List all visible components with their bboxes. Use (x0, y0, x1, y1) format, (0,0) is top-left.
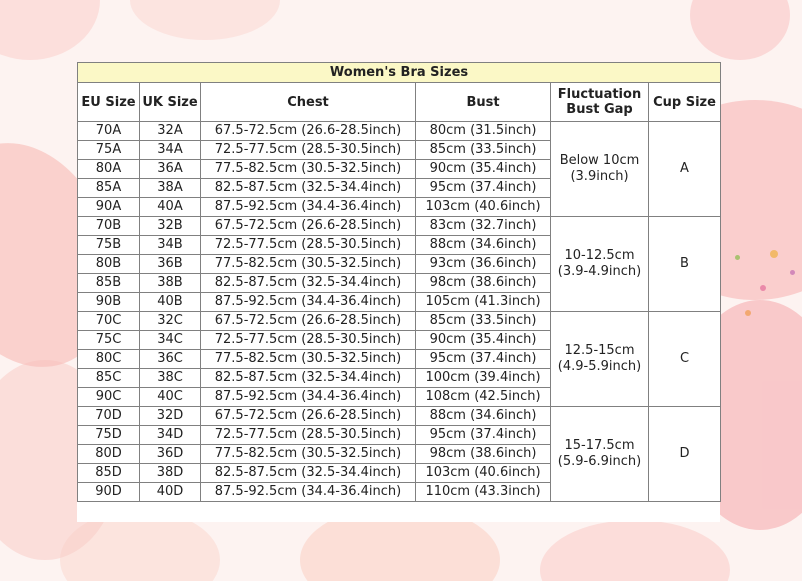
chest-cell: 87.5-92.5cm (34.4-36.4inch) (201, 198, 416, 217)
table-row (78, 312, 721, 331)
eu-size-cell: 70B (78, 217, 140, 236)
eu-size-cell: 90D (78, 483, 140, 502)
chest-cell: 72.5-77.5cm (28.5-30.5inch) (201, 141, 416, 160)
uk-size-cell: 38C (140, 369, 201, 388)
eu-size-cell: 90A (78, 198, 140, 217)
bust-cell: 105cm (41.3inch) (416, 293, 551, 312)
uk-size-cell: 34A (140, 141, 201, 160)
bust-cell: 95cm (37.4inch) (416, 426, 551, 445)
bust-cell: 95cm (37.4inch) (416, 350, 551, 369)
eu-size-cell: 90B (78, 293, 140, 312)
chest-cell: 82.5-87.5cm (32.5-34.4inch) (201, 369, 416, 388)
bust-cell: 93cm (36.6inch) (416, 255, 551, 274)
uk-size-cell: 32A (140, 122, 201, 141)
uk-size-cell: 38A (140, 179, 201, 198)
bust-cell: 90cm (35.4inch) (416, 160, 551, 179)
uk-size-cell: 38D (140, 464, 201, 483)
uk-size-cell: 36D (140, 445, 201, 464)
uk-size-cell: 40A (140, 198, 201, 217)
chest-cell: 72.5-77.5cm (28.5-30.5inch) (201, 331, 416, 350)
uk-size-cell: 34C (140, 331, 201, 350)
table-body (78, 122, 721, 502)
chest-cell: 67.5-72.5cm (26.6-28.5inch) (201, 122, 416, 141)
chest-cell: 77.5-82.5cm (30.5-32.5inch) (201, 445, 416, 464)
eu-size-cell: 85C (78, 369, 140, 388)
bust-cell: 103cm (40.6inch) (416, 464, 551, 483)
eu-size-cell: 85A (78, 179, 140, 198)
uk-size-cell: 40B (140, 293, 201, 312)
bust-cell: 83cm (32.7inch) (416, 217, 551, 236)
bust-cell: 88cm (34.6inch) (416, 236, 551, 255)
table-title-row (78, 63, 721, 83)
bust-cell: 103cm (40.6inch) (416, 198, 551, 217)
table-row (78, 217, 721, 236)
fluctuation-bust-gap-cell: Below 10cm (3.9inch) (551, 122, 649, 217)
cup-size-cell: D (649, 407, 721, 502)
cup-size-cell: A (649, 122, 721, 217)
chest-cell: 67.5-72.5cm (26.6-28.5inch) (201, 217, 416, 236)
header-bust: Bust (416, 83, 551, 122)
bust-cell: 108cm (42.5inch) (416, 388, 551, 407)
uk-size-cell: 40C (140, 388, 201, 407)
header-chest: Chest (201, 83, 416, 122)
chest-cell: 82.5-87.5cm (32.5-34.4inch) (201, 274, 416, 293)
bust-cell: 98cm (38.6inch) (416, 445, 551, 464)
bust-cell: 98cm (38.6inch) (416, 274, 551, 293)
bust-cell: 100cm (39.4inch) (416, 369, 551, 388)
eu-size-cell: 70C (78, 312, 140, 331)
eu-size-cell: 85B (78, 274, 140, 293)
chest-cell: 67.5-72.5cm (26.6-28.5inch) (201, 407, 416, 426)
header-uk-size: UK Size (140, 83, 201, 122)
chest-cell: 87.5-92.5cm (34.4-36.4inch) (201, 388, 416, 407)
bust-cell: 110cm (43.3inch) (416, 483, 551, 502)
chest-cell: 72.5-77.5cm (28.5-30.5inch) (201, 426, 416, 445)
eu-size-cell: 70D (78, 407, 140, 426)
chest-cell: 77.5-82.5cm (30.5-32.5inch) (201, 350, 416, 369)
uk-size-cell: 32B (140, 217, 201, 236)
uk-size-cell: 40D (140, 483, 201, 502)
uk-size-cell: 32C (140, 312, 201, 331)
eu-size-cell: 80B (78, 255, 140, 274)
eu-size-cell: 75B (78, 236, 140, 255)
eu-size-cell: 90C (78, 388, 140, 407)
chest-cell: 77.5-82.5cm (30.5-32.5inch) (201, 160, 416, 179)
chest-cell: 87.5-92.5cm (34.4-36.4inch) (201, 483, 416, 502)
uk-size-cell: 34D (140, 426, 201, 445)
chest-cell: 82.5-87.5cm (32.5-34.4inch) (201, 179, 416, 198)
bust-cell: 88cm (34.6inch) (416, 407, 551, 426)
table-title: Women's Bra Sizes (78, 63, 721, 83)
eu-size-cell: 75C (78, 331, 140, 350)
bust-cell: 85cm (33.5inch) (416, 312, 551, 331)
chest-cell: 87.5-92.5cm (34.4-36.4inch) (201, 293, 416, 312)
eu-size-cell: 75D (78, 426, 140, 445)
eu-size-cell: 80D (78, 445, 140, 464)
bust-cell: 90cm (35.4inch) (416, 331, 551, 350)
header-cup-size: Cup Size (649, 83, 721, 122)
chest-cell: 67.5-72.5cm (26.6-28.5inch) (201, 312, 416, 331)
header-eu-size: EU Size (78, 83, 140, 122)
uk-size-cell: 36C (140, 350, 201, 369)
chest-cell: 72.5-77.5cm (28.5-30.5inch) (201, 236, 416, 255)
uk-size-cell: 38B (140, 274, 201, 293)
bust-cell: 95cm (37.4inch) (416, 179, 551, 198)
cup-size-cell: C (649, 312, 721, 407)
eu-size-cell: 85D (78, 464, 140, 483)
uk-size-cell: 34B (140, 236, 201, 255)
fluctuation-bust-gap-cell: 12.5-15cm (4.9-5.9inch) (551, 312, 649, 407)
table-row (78, 407, 721, 426)
eu-size-cell: 75A (78, 141, 140, 160)
chest-cell: 82.5-87.5cm (32.5-34.4inch) (201, 464, 416, 483)
bust-cell: 85cm (33.5inch) (416, 141, 551, 160)
uk-size-cell: 36A (140, 160, 201, 179)
table-row (78, 122, 721, 141)
bra-size-table (77, 62, 721, 502)
table-header-row (78, 83, 721, 122)
fluctuation-bust-gap-cell: 15-17.5cm (5.9-6.9inch) (551, 407, 649, 502)
chest-cell: 77.5-82.5cm (30.5-32.5inch) (201, 255, 416, 274)
bust-cell: 80cm (31.5inch) (416, 122, 551, 141)
eu-size-cell: 70A (78, 122, 140, 141)
eu-size-cell: 80A (78, 160, 140, 179)
uk-size-cell: 32D (140, 407, 201, 426)
cup-size-cell: B (649, 217, 721, 312)
header-fluctuation-bust-gap: Fluctuation Bust Gap (551, 83, 649, 122)
fluctuation-bust-gap-cell: 10-12.5cm (3.9-4.9inch) (551, 217, 649, 312)
eu-size-cell: 80C (78, 350, 140, 369)
uk-size-cell: 36B (140, 255, 201, 274)
